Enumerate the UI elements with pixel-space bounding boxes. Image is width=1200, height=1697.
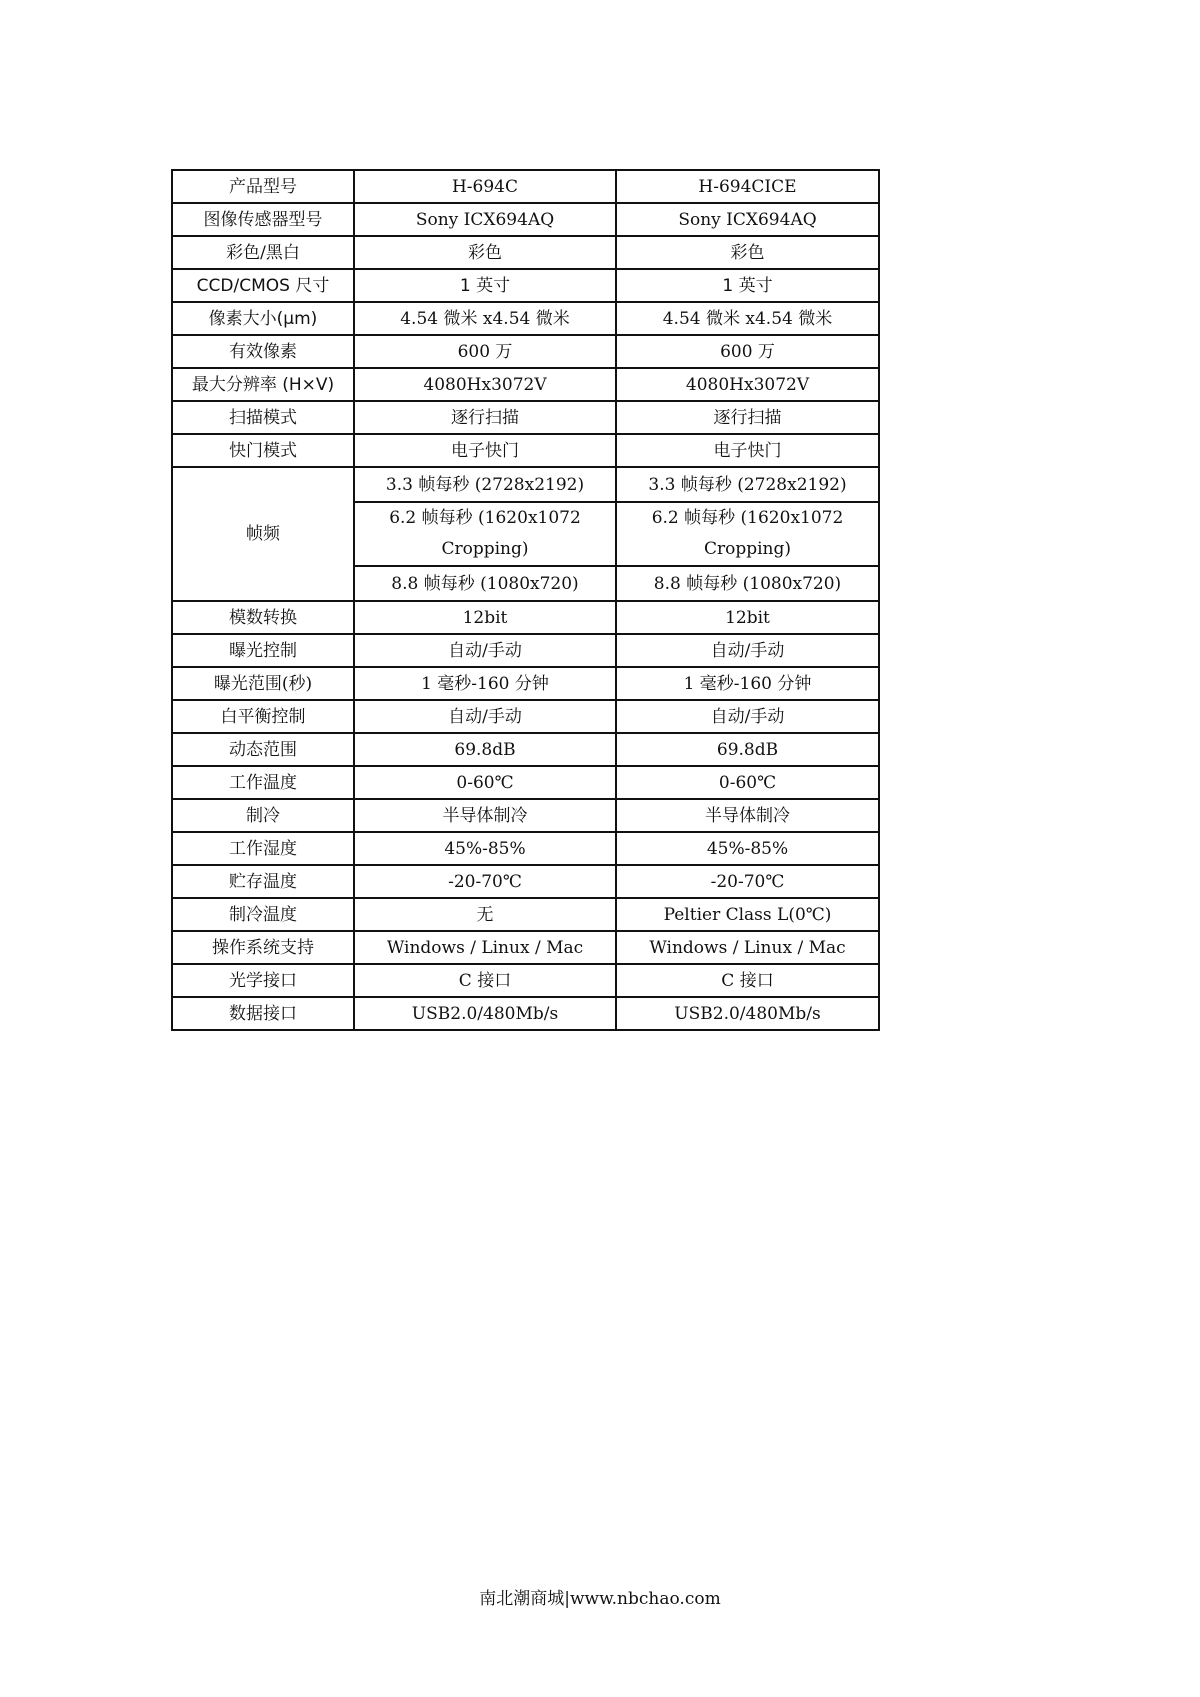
spec-label: 制冷 [172,799,354,832]
spec-label: 数据接口 [172,997,354,1030]
spec-label: 动态范围 [172,733,354,766]
spec-value-h694cice: 4.54 微米 x4.54 微米 [616,302,879,335]
spec-value-h694cice: 彩色 [616,236,879,269]
table-row [172,467,879,502]
spec-value-h694cice: Sony ICX694AQ [616,203,879,236]
table-row [172,832,879,865]
footer-text: 南北潮商城|www.nbchao.com [479,1589,721,1609]
spec-value-h694c: 1 英寸 [354,269,616,302]
spec-value-h694c: USB2.0/480Mb/s [354,997,616,1030]
table-row [172,799,879,832]
spec-value-h694c: H-694C [354,170,616,203]
spec-value-h694cice: 6.2 帧每秒 (1620x1072 Cropping) [616,502,879,566]
table-row [172,964,879,997]
spec-label: 贮存温度 [172,865,354,898]
spec-value-h694c: 3.3 帧每秒 (2728x2192) [354,467,616,502]
spec-label: 白平衡控制 [172,700,354,733]
table-row [172,898,879,931]
table-row [172,434,879,467]
spec-label: 制冷温度 [172,898,354,931]
table-row [172,236,879,269]
spec-value-h694c: 电子快门 [354,434,616,467]
spec-value-h694cice: 4080Hx3072V [616,368,879,401]
spec-value-h694cice: C 接口 [616,964,879,997]
spec-value-h694cice: 电子快门 [616,434,879,467]
table-row [172,401,879,434]
spec-value-h694c: 69.8dB [354,733,616,766]
spec-value-h694cice: 1 毫秒-160 分钟 [616,667,879,700]
spec-value-h694cice: 1 英寸 [616,269,879,302]
spec-label: 像素大小(μm) [172,302,354,335]
spec-value-h694cice: Peltier Class L(0℃) [616,898,879,931]
spec-label: 曝光范围(秒) [172,667,354,700]
spec-value-h694c: 彩色 [354,236,616,269]
spec-value-h694cice: H-694CICE [616,170,879,203]
spec-value-h694c: 逐行扫描 [354,401,616,434]
table-row [172,865,879,898]
table-row [172,170,879,203]
spec-value-h694cice: 逐行扫描 [616,401,879,434]
spec-label: 图像传感器型号 [172,203,354,236]
spec-value-h694cice: 69.8dB [616,733,879,766]
spec-value-h694c: -20-70℃ [354,865,616,898]
spec-value-h694c: 45%-85% [354,832,616,865]
spec-label: 产品型号 [172,170,354,203]
spec-value-h694c: 1 毫秒-160 分钟 [354,667,616,700]
table-row [172,203,879,236]
spec-label: 工作温度 [172,766,354,799]
spec-value-h694cice: 自动/手动 [616,634,879,667]
table-row [172,667,879,700]
spec-value-h694c: Sony ICX694AQ [354,203,616,236]
spec-value-h694c: 4.54 微米 x4.54 微米 [354,302,616,335]
spec-label: 曝光控制 [172,634,354,667]
table-row [172,733,879,766]
table-row [172,368,879,401]
spec-label: 操作系统支持 [172,931,354,964]
spec-value-h694cice: 半导体制冷 [616,799,879,832]
spec-value-h694cice: 0-60℃ [616,766,879,799]
spec-value-h694c: C 接口 [354,964,616,997]
spec-value-h694cice: -20-70℃ [616,865,879,898]
spec-label: 模数转换 [172,601,354,634]
spec-value-h694c: 自动/手动 [354,634,616,667]
table-row [172,601,879,634]
spec-label: 彩色/黑白 [172,236,354,269]
spec-label: 最大分辨率 (H×V) [172,368,354,401]
table-row [172,931,879,964]
spec-label: 有效像素 [172,335,354,368]
table-row [172,269,879,302]
spec-value-h694c: 600 万 [354,335,616,368]
spec-value-h694c: 6.2 帧每秒 (1620x1072 Cropping) [354,502,616,566]
spec-label: 扫描模式 [172,401,354,434]
spec-label: 快门模式 [172,434,354,467]
spec-value-h694cice: 8.8 帧每秒 (1080x720) [616,566,879,601]
spec-value-h694c: 无 [354,898,616,931]
spec-label: 光学接口 [172,964,354,997]
table-row [172,700,879,733]
spec-value-h694cice: 600 万 [616,335,879,368]
spec-value-h694c: 0-60℃ [354,766,616,799]
table-row [172,634,879,667]
spec-table [171,169,880,1031]
spec-value-h694c: 4080Hx3072V [354,368,616,401]
spec-value-h694cice: Windows / Linux / Mac [616,931,879,964]
spec-label: CCD/CMOS 尺寸 [172,269,354,302]
spec-value-h694cice: 自动/手动 [616,700,879,733]
table-row [172,335,879,368]
table-row [172,302,879,335]
spec-value-h694cice: 12bit [616,601,879,634]
spec-value-h694cice: 45%-85% [616,832,879,865]
table-row [172,766,879,799]
spec-value-h694c: 12bit [354,601,616,634]
spec-value-h694c: 8.8 帧每秒 (1080x720) [354,566,616,601]
spec-value-h694cice: USB2.0/480Mb/s [616,997,879,1030]
spec-label-frame-rate: 帧频 [172,467,354,601]
spec-value-h694c: 半导体制冷 [354,799,616,832]
spec-table-body [172,170,879,1030]
spec-value-h694c: Windows / Linux / Mac [354,931,616,964]
spec-label: 工作湿度 [172,832,354,865]
spec-value-h694c: 自动/手动 [354,700,616,733]
spec-value-h694cice: 3.3 帧每秒 (2728x2192) [616,467,879,502]
table-row [172,997,879,1030]
